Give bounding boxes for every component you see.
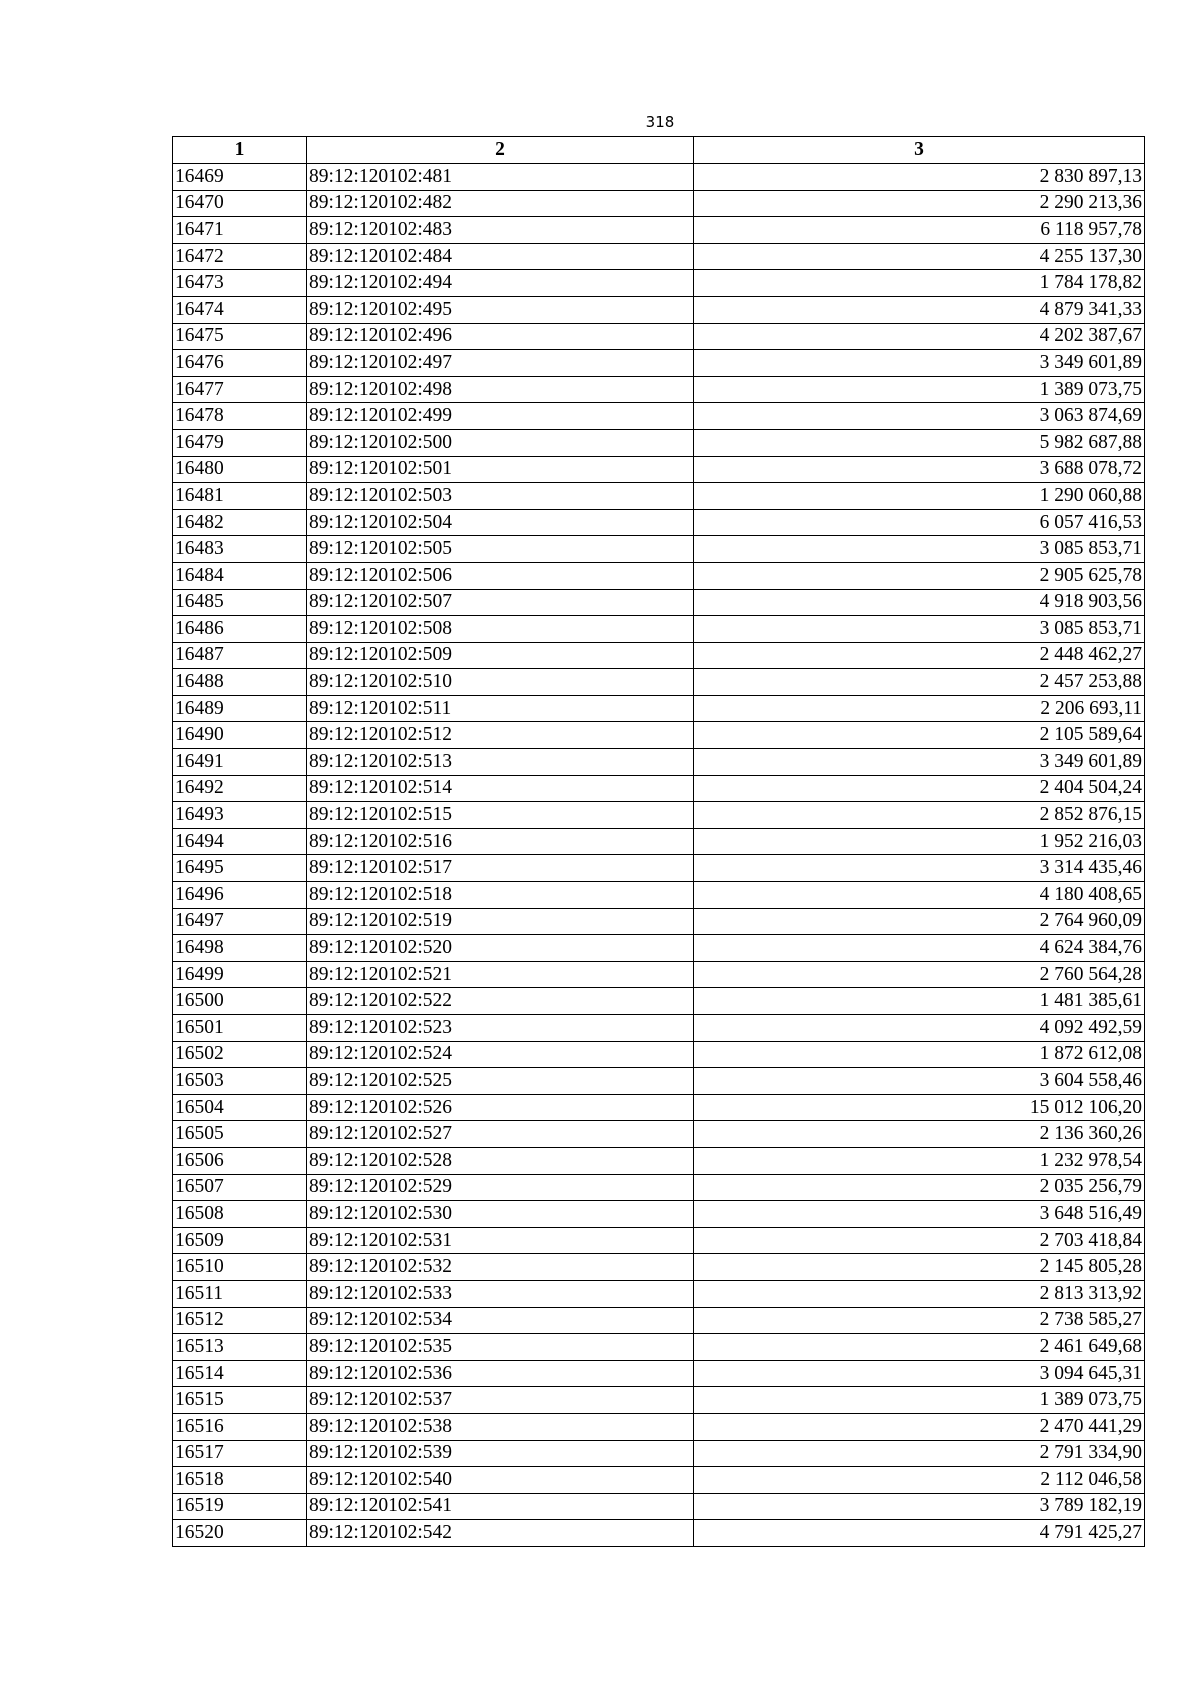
table-row (173, 882, 1145, 909)
cadastral-value-cell: 2 791 334,90 (694, 1440, 1145, 1467)
row-number-cell: 16479 (173, 429, 307, 456)
cadastral-value-cell: 4 624 384,76 (694, 935, 1145, 962)
cadastral-value-cell: 2 905 625,78 (694, 562, 1145, 589)
table-row (173, 616, 1145, 643)
cadastral-number-cell: 89:12:120102:508 (307, 616, 694, 643)
row-number-cell: 16490 (173, 722, 307, 749)
table-row (173, 749, 1145, 776)
column-header-2: 2 (307, 137, 694, 164)
table-row (173, 1467, 1145, 1494)
cadastral-number-cell: 89:12:120102:528 (307, 1147, 694, 1174)
cadastral-value-cell: 2 813 313,92 (694, 1280, 1145, 1307)
cadastral-number-cell: 89:12:120102:521 (307, 961, 694, 988)
cadastral-number-cell: 89:12:120102:510 (307, 669, 694, 696)
cadastral-number-cell: 89:12:120102:539 (307, 1440, 694, 1467)
table-header-row (173, 137, 1145, 164)
row-number-cell: 16516 (173, 1413, 307, 1440)
table-row (173, 1201, 1145, 1228)
cadastral-value-cell: 1 481 385,61 (694, 988, 1145, 1015)
cadastral-number-cell: 89:12:120102:501 (307, 456, 694, 483)
row-number-cell: 16488 (173, 669, 307, 696)
cadastral-number-cell: 89:12:120102:535 (307, 1334, 694, 1361)
row-number-cell: 16498 (173, 935, 307, 962)
cadastral-value-cell: 4 918 903,56 (694, 589, 1145, 616)
cadastral-number-cell: 89:12:120102:511 (307, 695, 694, 722)
cadastral-number-cell: 89:12:120102:484 (307, 243, 694, 270)
table-row (173, 1334, 1145, 1361)
row-number-cell: 16501 (173, 1015, 307, 1042)
cadastral-number-cell: 89:12:120102:514 (307, 775, 694, 802)
cadastral-number-cell: 89:12:120102:482 (307, 190, 694, 217)
cadastral-number-cell: 89:12:120102:519 (307, 908, 694, 935)
table-row (173, 828, 1145, 855)
cadastral-value-cell: 4 255 137,30 (694, 243, 1145, 270)
cadastral-number-cell: 89:12:120102:517 (307, 855, 694, 882)
table-row (173, 1387, 1145, 1414)
table-row (173, 589, 1145, 616)
table-row (173, 509, 1145, 536)
cadastral-value-cell: 2 448 462,27 (694, 642, 1145, 669)
table-row (173, 1413, 1145, 1440)
cadastral-value-cell: 6 118 957,78 (694, 217, 1145, 244)
cadastral-value-cell: 2 145 805,28 (694, 1254, 1145, 1281)
row-number-cell: 16497 (173, 908, 307, 935)
table-row (173, 1493, 1145, 1520)
table-row (173, 429, 1145, 456)
table-row (173, 1174, 1145, 1201)
row-number-cell: 16504 (173, 1094, 307, 1121)
cadastral-number-cell: 89:12:120102:498 (307, 376, 694, 403)
cadastral-value-cell: 3 085 853,71 (694, 536, 1145, 563)
cadastral-number-cell: 89:12:120102:496 (307, 323, 694, 350)
cadastral-value-cell: 3 349 601,89 (694, 350, 1145, 377)
cadastral-value-cell: 3 314 435,46 (694, 855, 1145, 882)
cadastral-value-cell: 2 703 418,84 (694, 1227, 1145, 1254)
cadastral-value-cell: 4 180 408,65 (694, 882, 1145, 909)
table-row (173, 190, 1145, 217)
row-number-cell: 16470 (173, 190, 307, 217)
table-row (173, 376, 1145, 403)
table-row (173, 935, 1145, 962)
row-number-cell: 16489 (173, 695, 307, 722)
table-row (173, 164, 1145, 191)
row-number-cell: 16475 (173, 323, 307, 350)
row-number-cell: 16495 (173, 855, 307, 882)
table-row (173, 669, 1145, 696)
cadastral-number-cell: 89:12:120102:503 (307, 483, 694, 510)
row-number-cell: 16510 (173, 1254, 307, 1281)
cadastral-value-cell: 1 389 073,75 (694, 1387, 1145, 1414)
cadastral-number-cell: 89:12:120102:541 (307, 1493, 694, 1520)
table-row (173, 1015, 1145, 1042)
row-number-cell: 16486 (173, 616, 307, 643)
table-row (173, 775, 1145, 802)
cadastral-number-cell: 89:12:120102:481 (307, 164, 694, 191)
table-row (173, 1121, 1145, 1148)
cadastral-number-cell: 89:12:120102:526 (307, 1094, 694, 1121)
cadastral-value-cell: 2 290 213,36 (694, 190, 1145, 217)
cadastral-value-cell: 2 461 649,68 (694, 1334, 1145, 1361)
cadastral-value-cell: 5 982 687,88 (694, 429, 1145, 456)
row-number-cell: 16494 (173, 828, 307, 855)
row-number-cell: 16505 (173, 1121, 307, 1148)
row-number-cell: 16474 (173, 296, 307, 323)
cadastral-value-cell: 2 035 256,79 (694, 1174, 1145, 1201)
cadastral-number-cell: 89:12:120102:506 (307, 562, 694, 589)
cadastral-value-cell: 2 830 897,13 (694, 164, 1145, 191)
row-number-cell: 16491 (173, 749, 307, 776)
cadastral-value-cell: 1 872 612,08 (694, 1041, 1145, 1068)
cadastral-number-cell: 89:12:120102:504 (307, 509, 694, 536)
cadastral-value-cell: 15 012 106,20 (694, 1094, 1145, 1121)
table-row (173, 562, 1145, 589)
column-header-1: 1 (173, 137, 307, 164)
cadastral-number-cell: 89:12:120102:534 (307, 1307, 694, 1334)
cadastral-number-cell: 89:12:120102:537 (307, 1387, 694, 1414)
row-number-cell: 16484 (173, 562, 307, 589)
cadastral-number-cell: 89:12:120102:525 (307, 1068, 694, 1095)
cadastral-number-cell: 89:12:120102:531 (307, 1227, 694, 1254)
cadastral-value-cell: 3 688 078,72 (694, 456, 1145, 483)
table-row (173, 1520, 1145, 1547)
cadastral-number-cell: 89:12:120102:507 (307, 589, 694, 616)
row-number-cell: 16493 (173, 802, 307, 829)
cadastral-value-cell: 3 789 182,19 (694, 1493, 1145, 1520)
cadastral-value-cell: 3 648 516,49 (694, 1201, 1145, 1228)
row-number-cell: 16477 (173, 376, 307, 403)
cadastral-number-cell: 89:12:120102:494 (307, 270, 694, 297)
cadastral-value-cell: 1 952 216,03 (694, 828, 1145, 855)
cadastral-value-cell: 2 738 585,27 (694, 1307, 1145, 1334)
table-row (173, 1041, 1145, 1068)
cadastral-number-cell: 89:12:120102:509 (307, 642, 694, 669)
row-number-cell: 16520 (173, 1520, 307, 1547)
cadastral-value-cell: 1 232 978,54 (694, 1147, 1145, 1174)
table-row (173, 243, 1145, 270)
cadastral-value-cell: 4 092 492,59 (694, 1015, 1145, 1042)
table-row (173, 695, 1145, 722)
table-row (173, 270, 1145, 297)
cadastral-number-cell: 89:12:120102:533 (307, 1280, 694, 1307)
cadastral-value-cell: 3 349 601,89 (694, 749, 1145, 776)
row-number-cell: 16519 (173, 1493, 307, 1520)
row-number-cell: 16513 (173, 1334, 307, 1361)
cadastral-number-cell: 89:12:120102:513 (307, 749, 694, 776)
row-number-cell: 16499 (173, 961, 307, 988)
cadastral-value-cell: 2 470 441,29 (694, 1413, 1145, 1440)
row-number-cell: 16481 (173, 483, 307, 510)
table-row (173, 217, 1145, 244)
table-row (173, 722, 1145, 749)
row-number-cell: 16496 (173, 882, 307, 909)
row-number-cell: 16487 (173, 642, 307, 669)
row-number-cell: 16476 (173, 350, 307, 377)
row-number-cell: 16469 (173, 164, 307, 191)
table-row (173, 988, 1145, 1015)
row-number-cell: 16503 (173, 1068, 307, 1095)
cadastral-value-cell: 3 094 645,31 (694, 1360, 1145, 1387)
table-row (173, 350, 1145, 377)
cadastral-value-cell: 3 604 558,46 (694, 1068, 1145, 1095)
row-number-cell: 16472 (173, 243, 307, 270)
row-number-cell: 16480 (173, 456, 307, 483)
cadastral-value-cell: 1 389 073,75 (694, 376, 1145, 403)
cadastral-number-cell: 89:12:120102:532 (307, 1254, 694, 1281)
row-number-cell: 16485 (173, 589, 307, 616)
table-row (173, 802, 1145, 829)
row-number-cell: 16515 (173, 1387, 307, 1414)
table-row (173, 456, 1145, 483)
cadastral-number-cell: 89:12:120102:515 (307, 802, 694, 829)
cadastral-number-cell: 89:12:120102:520 (307, 935, 694, 962)
table-row (173, 642, 1145, 669)
table-row (173, 1068, 1145, 1095)
table-row (173, 1094, 1145, 1121)
cadastral-number-cell: 89:12:120102:497 (307, 350, 694, 377)
row-number-cell: 16518 (173, 1467, 307, 1494)
row-number-cell: 16507 (173, 1174, 307, 1201)
cadastral-value-cell: 6 057 416,53 (694, 509, 1145, 536)
cadastral-number-cell: 89:12:120102:538 (307, 1413, 694, 1440)
row-number-cell: 16502 (173, 1041, 307, 1068)
row-number-cell: 16517 (173, 1440, 307, 1467)
cadastral-number-cell: 89:12:120102:522 (307, 988, 694, 1015)
row-number-cell: 16514 (173, 1360, 307, 1387)
row-number-cell: 16500 (173, 988, 307, 1015)
table-row (173, 1280, 1145, 1307)
row-number-cell: 16512 (173, 1307, 307, 1334)
cadastral-value-cell: 3 085 853,71 (694, 616, 1145, 643)
table-row (173, 1254, 1145, 1281)
cadastral-value-cell: 4 791 425,27 (694, 1520, 1145, 1547)
cadastral-value-cell: 3 063 874,69 (694, 403, 1145, 430)
row-number-cell: 16473 (173, 270, 307, 297)
cadastral-value-cell: 2 136 360,26 (694, 1121, 1145, 1148)
cadastral-value-cell: 2 764 960,09 (694, 908, 1145, 935)
row-number-cell: 16509 (173, 1227, 307, 1254)
row-number-cell: 16511 (173, 1280, 307, 1307)
table-row (173, 855, 1145, 882)
table-row (173, 296, 1145, 323)
cadastral-value-cell: 4 202 387,67 (694, 323, 1145, 350)
row-number-cell: 16508 (173, 1201, 307, 1228)
column-header-3: 3 (694, 137, 1145, 164)
table-row (173, 403, 1145, 430)
table-row (173, 323, 1145, 350)
cadastral-value-cell: 2 457 253,88 (694, 669, 1145, 696)
cadastral-number-cell: 89:12:120102:499 (307, 403, 694, 430)
table-row (173, 1147, 1145, 1174)
cadastral-number-cell: 89:12:120102:536 (307, 1360, 694, 1387)
table-body (173, 164, 1145, 1547)
table-row (173, 1307, 1145, 1334)
cadastral-value-cell: 2 105 589,64 (694, 722, 1145, 749)
cadastral-value-cell: 2 206 693,11 (694, 695, 1145, 722)
row-number-cell: 16483 (173, 536, 307, 563)
row-number-cell: 16471 (173, 217, 307, 244)
row-number-cell: 16492 (173, 775, 307, 802)
cadastral-value-cell: 2 852 876,15 (694, 802, 1145, 829)
cadastral-number-cell: 89:12:120102:527 (307, 1121, 694, 1148)
cadastral-number-cell: 89:12:120102:540 (307, 1467, 694, 1494)
cadastral-number-cell: 89:12:120102:516 (307, 828, 694, 855)
cadastral-number-cell: 89:12:120102:505 (307, 536, 694, 563)
cadastral-number-cell: 89:12:120102:500 (307, 429, 694, 456)
table-row (173, 1360, 1145, 1387)
table-row (173, 908, 1145, 935)
cadastral-number-cell: 89:12:120102:524 (307, 1041, 694, 1068)
table-row (173, 483, 1145, 510)
cadastral-number-cell: 89:12:120102:495 (307, 296, 694, 323)
row-number-cell: 16506 (173, 1147, 307, 1174)
cadastral-value-cell: 1 290 060,88 (694, 483, 1145, 510)
cadastral-number-cell: 89:12:120102:518 (307, 882, 694, 909)
row-number-cell: 16482 (173, 509, 307, 536)
cadastral-value-cell: 2 404 504,24 (694, 775, 1145, 802)
page-number: 318 (645, 113, 675, 131)
cadastral-number-cell: 89:12:120102:529 (307, 1174, 694, 1201)
table-row (173, 961, 1145, 988)
cadastral-number-cell: 89:12:120102:530 (307, 1201, 694, 1228)
cadastral-number-cell: 89:12:120102:512 (307, 722, 694, 749)
cadastral-value-cell: 1 784 178,82 (694, 270, 1145, 297)
table-row (173, 536, 1145, 563)
cadastral-number-cell: 89:12:120102:542 (307, 1520, 694, 1547)
table-row (173, 1440, 1145, 1467)
cadastral-value-table (172, 136, 1145, 1547)
row-number-cell: 16478 (173, 403, 307, 430)
cadastral-number-cell: 89:12:120102:483 (307, 217, 694, 244)
cadastral-value-cell: 4 879 341,33 (694, 296, 1145, 323)
cadastral-number-cell: 89:12:120102:523 (307, 1015, 694, 1042)
table-row (173, 1227, 1145, 1254)
cadastral-value-cell: 2 112 046,58 (694, 1467, 1145, 1494)
cadastral-value-cell: 2 760 564,28 (694, 961, 1145, 988)
